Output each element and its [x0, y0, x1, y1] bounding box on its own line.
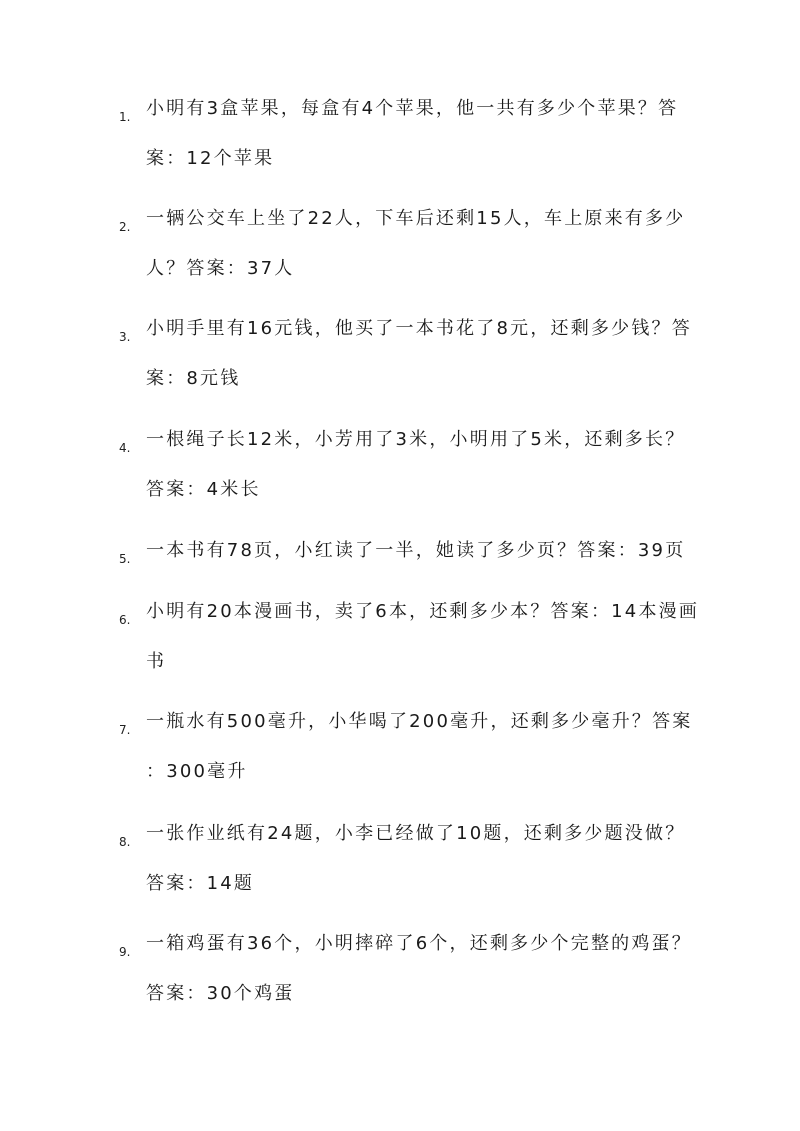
problem-number: 3.	[119, 330, 131, 344]
problem-number: 9.	[119, 945, 131, 959]
problem-number: 7.	[119, 723, 131, 737]
problem-text-line-1: 一张作业纸有24题，小李已经做了10题，还剩多少题没做？	[146, 823, 686, 844]
problem-number: 5.	[119, 552, 131, 566]
problem-text-line-2: ：300毫升	[146, 761, 248, 782]
problem-text-line-2: 书	[146, 651, 167, 672]
problem-text-line-1: 小明有3盒苹果，每盒有4个苹果，他一共有多少个苹果？答	[146, 98, 679, 119]
problem-text-line-1: 小明手里有16元钱，他买了一本书花了8元，还剩多少钱？答	[146, 318, 692, 339]
problem-text-line-2: 答案：30个鸡蛋	[146, 983, 295, 1004]
problem-text-line-2: 案：12个苹果	[146, 148, 275, 169]
problem-text-line-2: 答案：14题	[146, 873, 255, 894]
problem-text-line-2: 人？答案：37人	[146, 258, 295, 279]
problem-text-line-1: 小明有20本漫画书，卖了6本，还剩多少本？答案：14本漫画	[146, 601, 700, 622]
problem-text-line-1: 一箱鸡蛋有36个，小明摔碎了6个，还剩多少个完整的鸡蛋？	[146, 933, 692, 954]
problem-text-line-2: 案：8元钱	[146, 368, 241, 389]
problem-text-line-1: 一辆公交车上坐了22人，下车后还剩15人，车上原来有多少	[146, 208, 686, 229]
problem-text-line-2: 答案：4米长	[146, 479, 261, 500]
problem-text-line-1: 一瓶水有500毫升，小华喝了200毫升，还剩多少毫升？答案	[146, 711, 693, 732]
problem-number: 2.	[119, 220, 131, 234]
problem-number: 8.	[119, 835, 131, 849]
problem-text-line-1: 一本书有78页，小红读了一半，她读了多少页？答案：39页	[146, 540, 686, 561]
problem-text-line-1: 一根绳子长12米，小芳用了3米，小明用了5米，还剩多长？	[146, 429, 686, 450]
problem-number: 4.	[119, 441, 131, 455]
problem-number: 1.	[119, 110, 131, 124]
problem-number: 6.	[119, 613, 131, 627]
